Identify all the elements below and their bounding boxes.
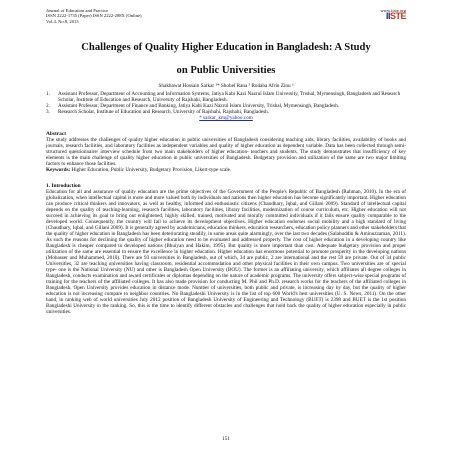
affiliation-list [46,91,406,115]
introduction-text: Education for all and assurance of quality education are the prime objectives of the Government of the People's Republic of Bangladesh (Rahman, 2010). In the era of globalization, when intellectual capital is more and more valued both by individuals and nations then higher education has become significantly important. Higher education can produce critical thinkers and innovators, as well as healthy, informed and enthusiastic citizens (Chaudhary, Iqbal, and Gillani 2009). Standard of intellectual capital depends on the quality of teaching-learning, research facilities, laboratory facilities, library facilities, modernization of course curriculum, etc. Higher education will not succeed in achieving its goal to bring out enlightened, highly skilled, trained, motivated and morally committed individuals if it fails ensure quality comparable to the developed world. Consequently, the country will fail to achieve its development objectives. Higher education endorses social mobility and a high standard of living (Chaudhary, Iqbal, and Gillani 2009). It is generally agreed by academicians, education thinkers, education researchers, education policy planners and other stakeholders that the quality of higher education in Bangladesh has been deteriorating steadily, in some areas quite alarmingly, over the last two decades (Salahuddin & Aminuzzaman, 2011). As such the reasons for declining the quality of higher education need to be evaluated and addressed properly. The cost of higher education in a developing country like Bangladesh is cheaper compared to developed nations (Bhuiyan and Hakim, 1995). But quality is more important than cost. Adequate budgetary provision and proper utilization of the same are essential to ensure the excellence in higher education. Higher education has enormous potential to promote prosperity in the developing nations (Mobasser and Muhammed, 2010). There are 93 universities in Bangladesh, out of which, 34 are public, 2 are international and the rest 59 are private. Out of 34 public Universities, 32 are teaching universities having classroom, residential accommodation and other physical facilities in their own campus. Two universities are of special type- one is the National University (NU) and other is Bangladesh Open University (BOU). The former is an affiliating university, which affiliates all degree colleges in Bangladesh, conducts examination and award certificates or diplomas depending on the nature of academic programs. The university offers subject-wise special programs of training for the teachers of the affiliated colleges. It has also made provision for conducting M. Phil and Ph.D. research works for the teachers of the affiliated colleges in Bangladesh. Open University provides education in distance mode. Number of universities, both public and private, is increasing day by day, but the quality of higher education is not increasing compare to neighbor countries. No Bangladeshi University is in the list of top 600 World's best universities (U. S. News, 2011). On the other hand, in ranking web of world universities July 2012 position of Bangladesh University of Engineering and Technology (BUET) is 2398 and BUET is the 1st position Bangladeshi University in the ranking. So, this is the time to identify different obstacles and challenges that hold back the quality of higher education especially in public universities. [46,188,406,316]
journal-volume: Vol.4, No.8, 2013 [46,18,79,24]
keywords-text: Higher Education, Public University, Budgetary Provision, Likert-type scale. [70,167,232,174]
abstract-heading: Abstract [46,131,67,138]
affiliation-number: 3. [46,109,50,116]
page-number: 151 [222,436,230,442]
iiste-logo: IISTE [385,11,406,22]
affiliation-text: Assistant Professor, Department of Finance and Banking, Jatiya Kabi Kazi Nazrul Islam University, Trishal, Mymensingh, Bangladesh. [58,103,340,110]
author-list: Shakhawat Hossain Sarkar ¹* Shohel Rana ² Rudaba Afrin Zinu ³ [158,83,294,90]
affiliation-text: Assistant Professor, Department of Accounting and Information Systems, Jatiya Kabi Kazi Nazrul Islam University, Trishal, Mymensingh, Bangladesh and Research Scholar, Institute of Education and Research, University of Rajshahi, Bangladesh. [58,91,401,104]
journal-info [46,8,142,24]
title-line-1: Challenges of Quality Higher Education in Bangladesh: A Study [81,42,371,54]
journal-url[interactable]: www.iiste.org [380,8,406,13]
journal-header-right [380,8,406,21]
affiliation-number: 2. [46,103,50,110]
paper-title [46,41,406,77]
corresponding-email-link[interactable]: * sarkar_km@yahoo.com [199,115,253,122]
journal-name: Journal of Education and Practice [46,8,108,13]
affiliation-number: 1. [46,91,50,98]
title-line-2: on Public Universities [176,65,276,77]
affiliation-text: Research Scholar, Institute of Education and Research, University of Rajshahi, Rajshahi, Bangladesh. [58,109,269,116]
abstract-text: The study addresses the challenges of quality higher education in public universities of Bangladesh considering teaching aids, library facilities, availability of books and journals, research facilities, and laboratory facilities as independent variables and quality of higher education as dependent variable. Data has been collected through semi-structured questionnaire/ interview schedule from two main stakeholders of higher education- teachers and students. The study demonstrates that insufficiency of key elements is the main challenge of quality higher education in public universities of Bangladesh. Budgetary provision and utilization of the same are two major limiting factors to enhance those facilities. [46,137,406,168]
journal-issn: ISSN 2222-1735 (Paper) ISSN 2222-288X (Online) [46,13,142,19]
keywords-line [46,167,406,173]
affiliation-item [46,91,406,103]
introduction-heading: 1. Introduction [46,182,81,189]
keywords-label: Keywords: [46,167,71,174]
journal-header [46,8,406,24]
